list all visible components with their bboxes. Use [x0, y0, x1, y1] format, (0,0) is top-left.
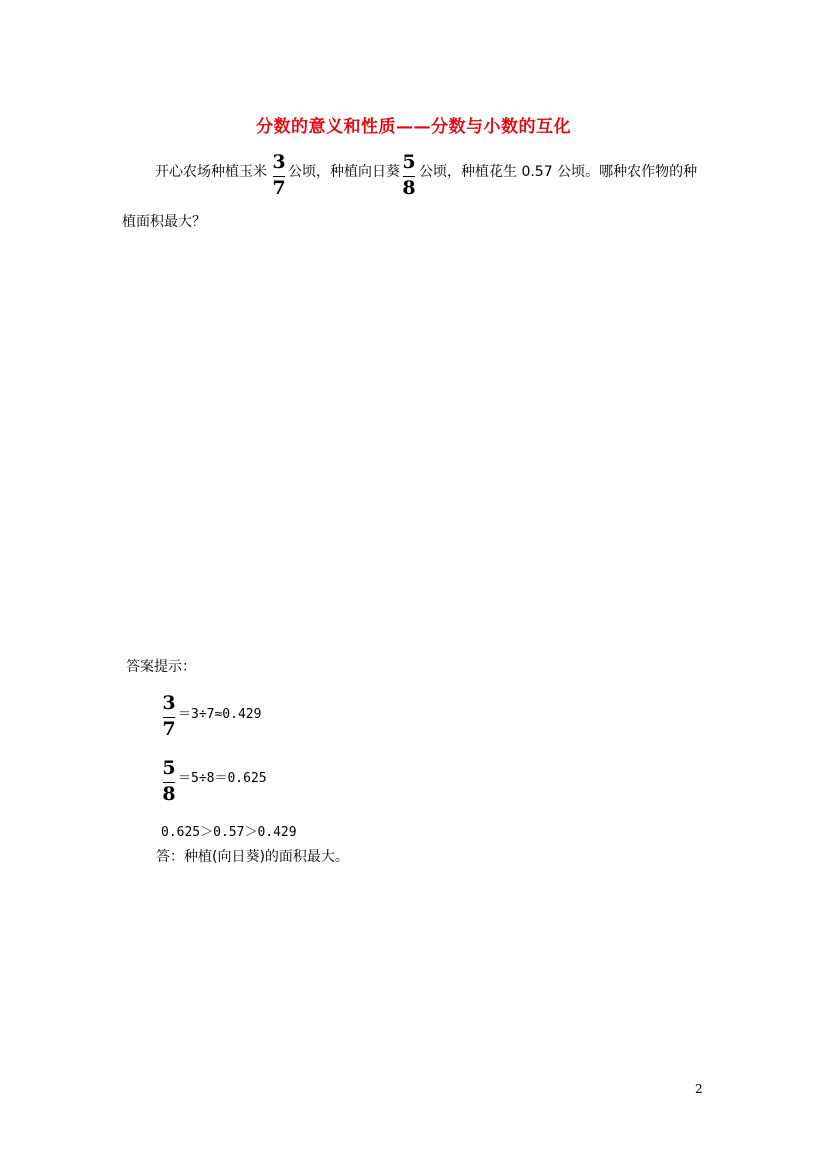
- problem-text-part1: 开心农场种植玉米: [155, 164, 267, 180]
- answer-label: 答案提示：: [126, 659, 196, 675]
- fraction-numerator: 3: [272, 151, 286, 173]
- problem-text-part2: 公顷，种植向日葵: [288, 164, 400, 180]
- problem-text-part3: 公顷，种植花生 0.57 公顷。哪种农作物的种: [419, 164, 698, 180]
- fraction-denominator: 8: [162, 783, 176, 805]
- answer-conclusion: 答：种植(向日葵)的面积最大。: [156, 849, 349, 865]
- fraction-denominator: 7: [272, 177, 286, 199]
- fraction-denominator: 8: [402, 177, 416, 199]
- problem-text-line2: 植面积最大？: [122, 214, 206, 230]
- fraction-numerator: 5: [402, 151, 416, 173]
- page-number: 2: [695, 1082, 703, 1096]
- answer-step1-expression: ＝3÷7≈0.429: [178, 707, 262, 722]
- fraction-numerator: 5: [162, 757, 176, 779]
- fraction-denominator: 7: [162, 718, 176, 740]
- page-title: 分数的意义和性质——分数与小数的互化: [256, 117, 571, 137]
- answer-comparison: 0.625＞0.57＞0.429: [161, 825, 297, 840]
- answer-step2-expression: ＝5÷8＝0.625: [178, 771, 267, 786]
- fraction-numerator: 3: [162, 692, 176, 714]
